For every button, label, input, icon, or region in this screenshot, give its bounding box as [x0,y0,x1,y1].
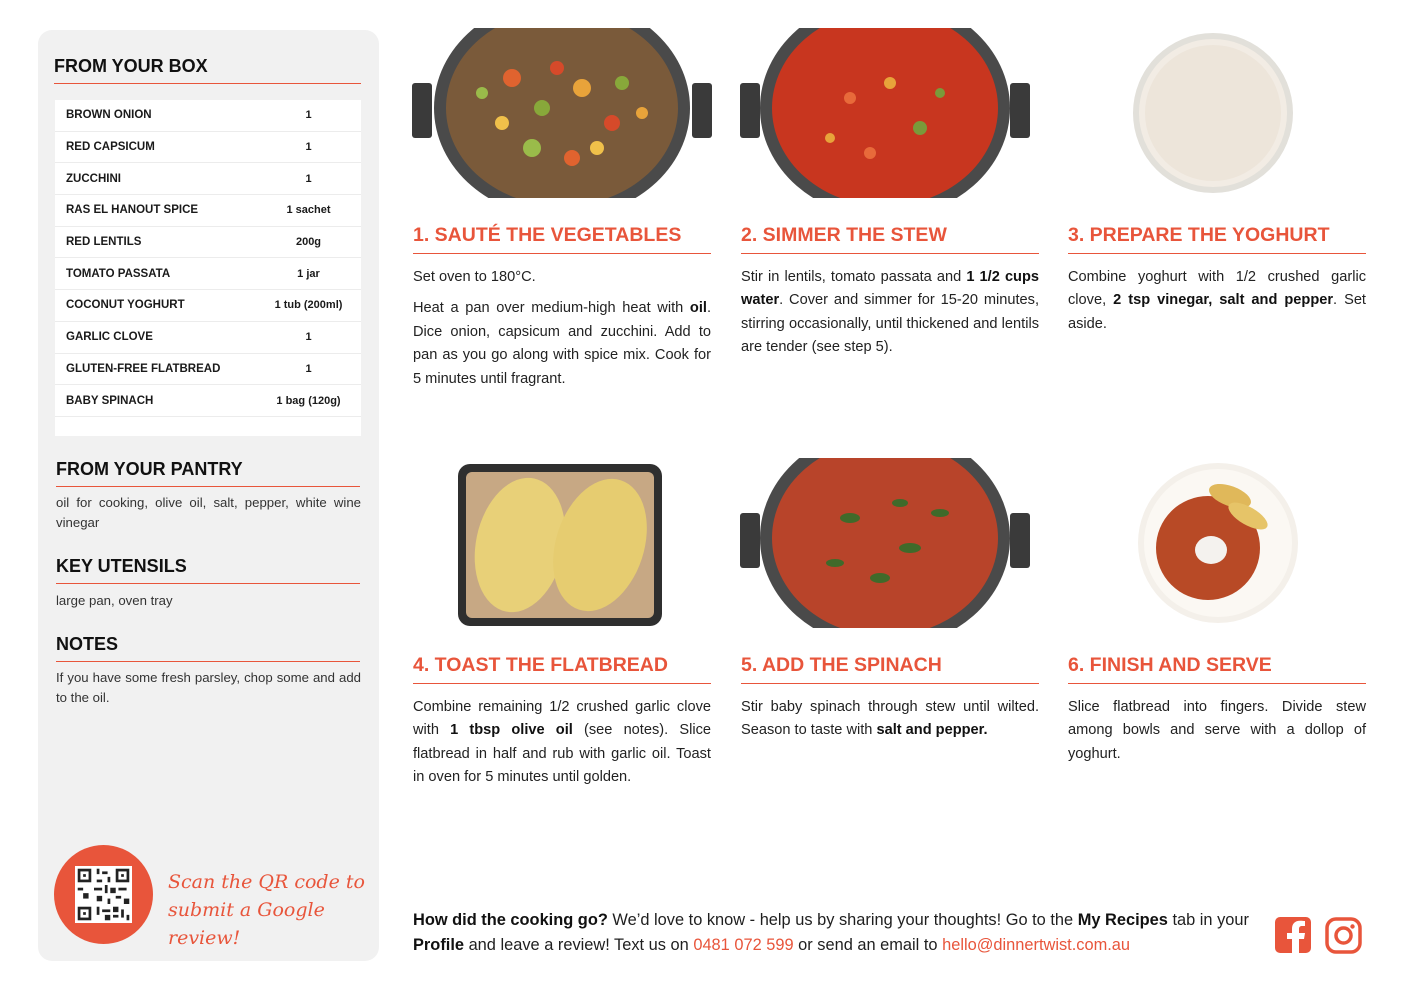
footer-text-2: tab in your [1167,911,1249,929]
ingredient-name: COCONUT YOGHURT [66,299,185,312]
step-1-p2c: . Dice onion, capsicum and zucchini. Add to pan as you go along with spice mix. Cook for 5 minutes until fragrant. [413,300,711,387]
step-4-a: Combine remaining 1/2 crushed garlic clove with [413,699,711,739]
ingredient-name: BROWN ONION [66,109,152,122]
facebook-icon[interactable] [1275,917,1313,955]
notes-text: If you have some fresh parsley, chop some and add to the oil. [56,670,361,705]
ingredient-row [55,385,361,417]
ingredient-qty: 1 sachet [286,204,331,217]
email-link[interactable]: hello@dinnertwist.com.au [942,936,1131,954]
phone-link[interactable]: 0481 072 599 [693,936,794,954]
qr-code-icon[interactable] [75,866,132,923]
key-utensils-title: KEY UTENSILS [56,556,360,584]
ingredient-row [55,163,361,195]
step-3-image [1068,28,1368,198]
step-4-c: (see notes). Slice flatbread in half and rub with garlic oil. Toast in oven for 5 minutes until golden. [413,722,711,786]
qr-caption-line-1: Scan the QR code to [168,871,365,893]
step-5-a: Stir baby spinach through stew until wilted. Season to taste with [741,699,1039,739]
step-2-title: 2. SIMMER THE STEW [741,224,1039,254]
step-2-text [741,266,1039,368]
step-3-c: . Set aside. [1068,292,1366,332]
ingredient-name: GARLIC CLOVE [66,331,153,344]
step-1-image [412,28,712,198]
step-3-text [1068,266,1366,344]
ingredient-row [55,258,361,290]
step-2-c: . Cover and simmer for 15-20 minutes, stirring occasionally, until thickened and lentils are tender (see step 5). [741,292,1039,356]
ingredient-row [55,195,361,227]
ingredient-row [55,227,361,259]
qr-caption-line-2: submit a Google review! [168,899,325,949]
step-6-a: Slice flatbread into fingers. Divide stew among bowls and serve with a dollop of yoghurt. [1068,699,1366,762]
step-4-b: 1 tbsp olive oil [450,722,573,739]
footer-question: How did the cooking go? [413,911,608,929]
ingredient-row [55,290,361,322]
step-4-image [412,460,712,630]
ingredient-row [55,132,361,164]
ingredient-qty: 1 [305,141,312,154]
ingredient-name: RAS EL HANOUT SPICE [66,204,199,217]
qr-caption [168,868,368,952]
ingredient-name: RED CAPSICUM [66,141,155,154]
step-3-b: 2 tsp vinegar, salt and pepper [1113,292,1334,309]
step-6-text [1068,696,1366,774]
ingredient-row [55,322,361,354]
step-5-text [741,696,1039,751]
step-6-title: 6. FINISH AND SERVE [1068,654,1366,684]
ingredients-table [55,100,361,436]
step-6-image [1068,458,1368,628]
ingredient-name: TOMATO PASSATA [66,267,171,280]
step-2-b: 1 1/2 cups water [741,269,1040,309]
step-5-title: 5. ADD THE SPINACH [741,654,1039,684]
utensils-text: large pan, oven tray [56,593,173,608]
ingredient-qty: 1 [305,109,312,122]
step-4-title: 4. TOAST THE FLATBREAD [413,654,711,684]
ingredient-qty: 1 [305,331,312,344]
ingredient-qty: 1 [305,362,312,375]
step-2-image [740,28,1040,198]
step-1-p2b: oil [689,300,707,317]
pantry-text: oil for cooking, olive oil, salt, pepper, white wine vinegar [56,495,361,530]
ingredient-qty: 1 tub (200ml) [274,299,343,312]
ingredient-qty: 1 jar [297,267,320,280]
ingredient-name: ZUCCHINI [66,172,121,185]
footer-text-3: and leave a review! Text us on [464,936,694,954]
step-4-text [413,696,711,798]
my-recipes-label: My Recipes [1077,911,1168,929]
from-your-box-title: FROM YOUR BOX [54,56,361,84]
ingredient-name: RED LENTILS [66,236,142,249]
step-2-a: Stir in lentils, tomato passata and [741,269,967,285]
ingredient-name: BABY SPINACH [66,394,154,407]
step-1-p1: Set oven to 180°C. [413,269,536,285]
footer-text-1: We’d love to know - help us by sharing your thoughts! Go to the [607,911,1078,929]
notes-title: NOTES [56,634,360,662]
instagram-icon[interactable] [1325,917,1363,955]
ingredient-row [55,100,361,132]
ingredient-row [55,354,361,386]
step-1-title: 1. SAUTÉ THE VEGETABLES [413,224,711,254]
ingredient-qty: 200g [295,236,322,249]
step-3-a: Combine yoghurt with 1/2 crushed garlic clove, [1068,269,1366,309]
step-3-title: 3. PREPARE THE YOGHURT [1068,224,1366,254]
footer-text-4: or send an email to [793,936,943,954]
profile-label: Profile [413,936,465,954]
ingredient-name: GLUTEN-FREE FLATBREAD [66,362,221,375]
step-1-p2a: Heat a pan over medium-high heat with [413,300,690,317]
ingredient-qty: 1 [305,172,312,185]
qr-code-badge[interactable] [54,845,153,944]
ingredient-qty: 1 bag (120g) [276,394,341,407]
from-your-pantry-title: FROM YOUR PANTRY [56,459,360,487]
review-footer [413,908,1263,958]
step-5-b: salt and pepper. [876,722,988,739]
step-5-image [740,458,1040,628]
step-1-text [413,266,711,399]
ingredients-sidebar [38,30,379,961]
